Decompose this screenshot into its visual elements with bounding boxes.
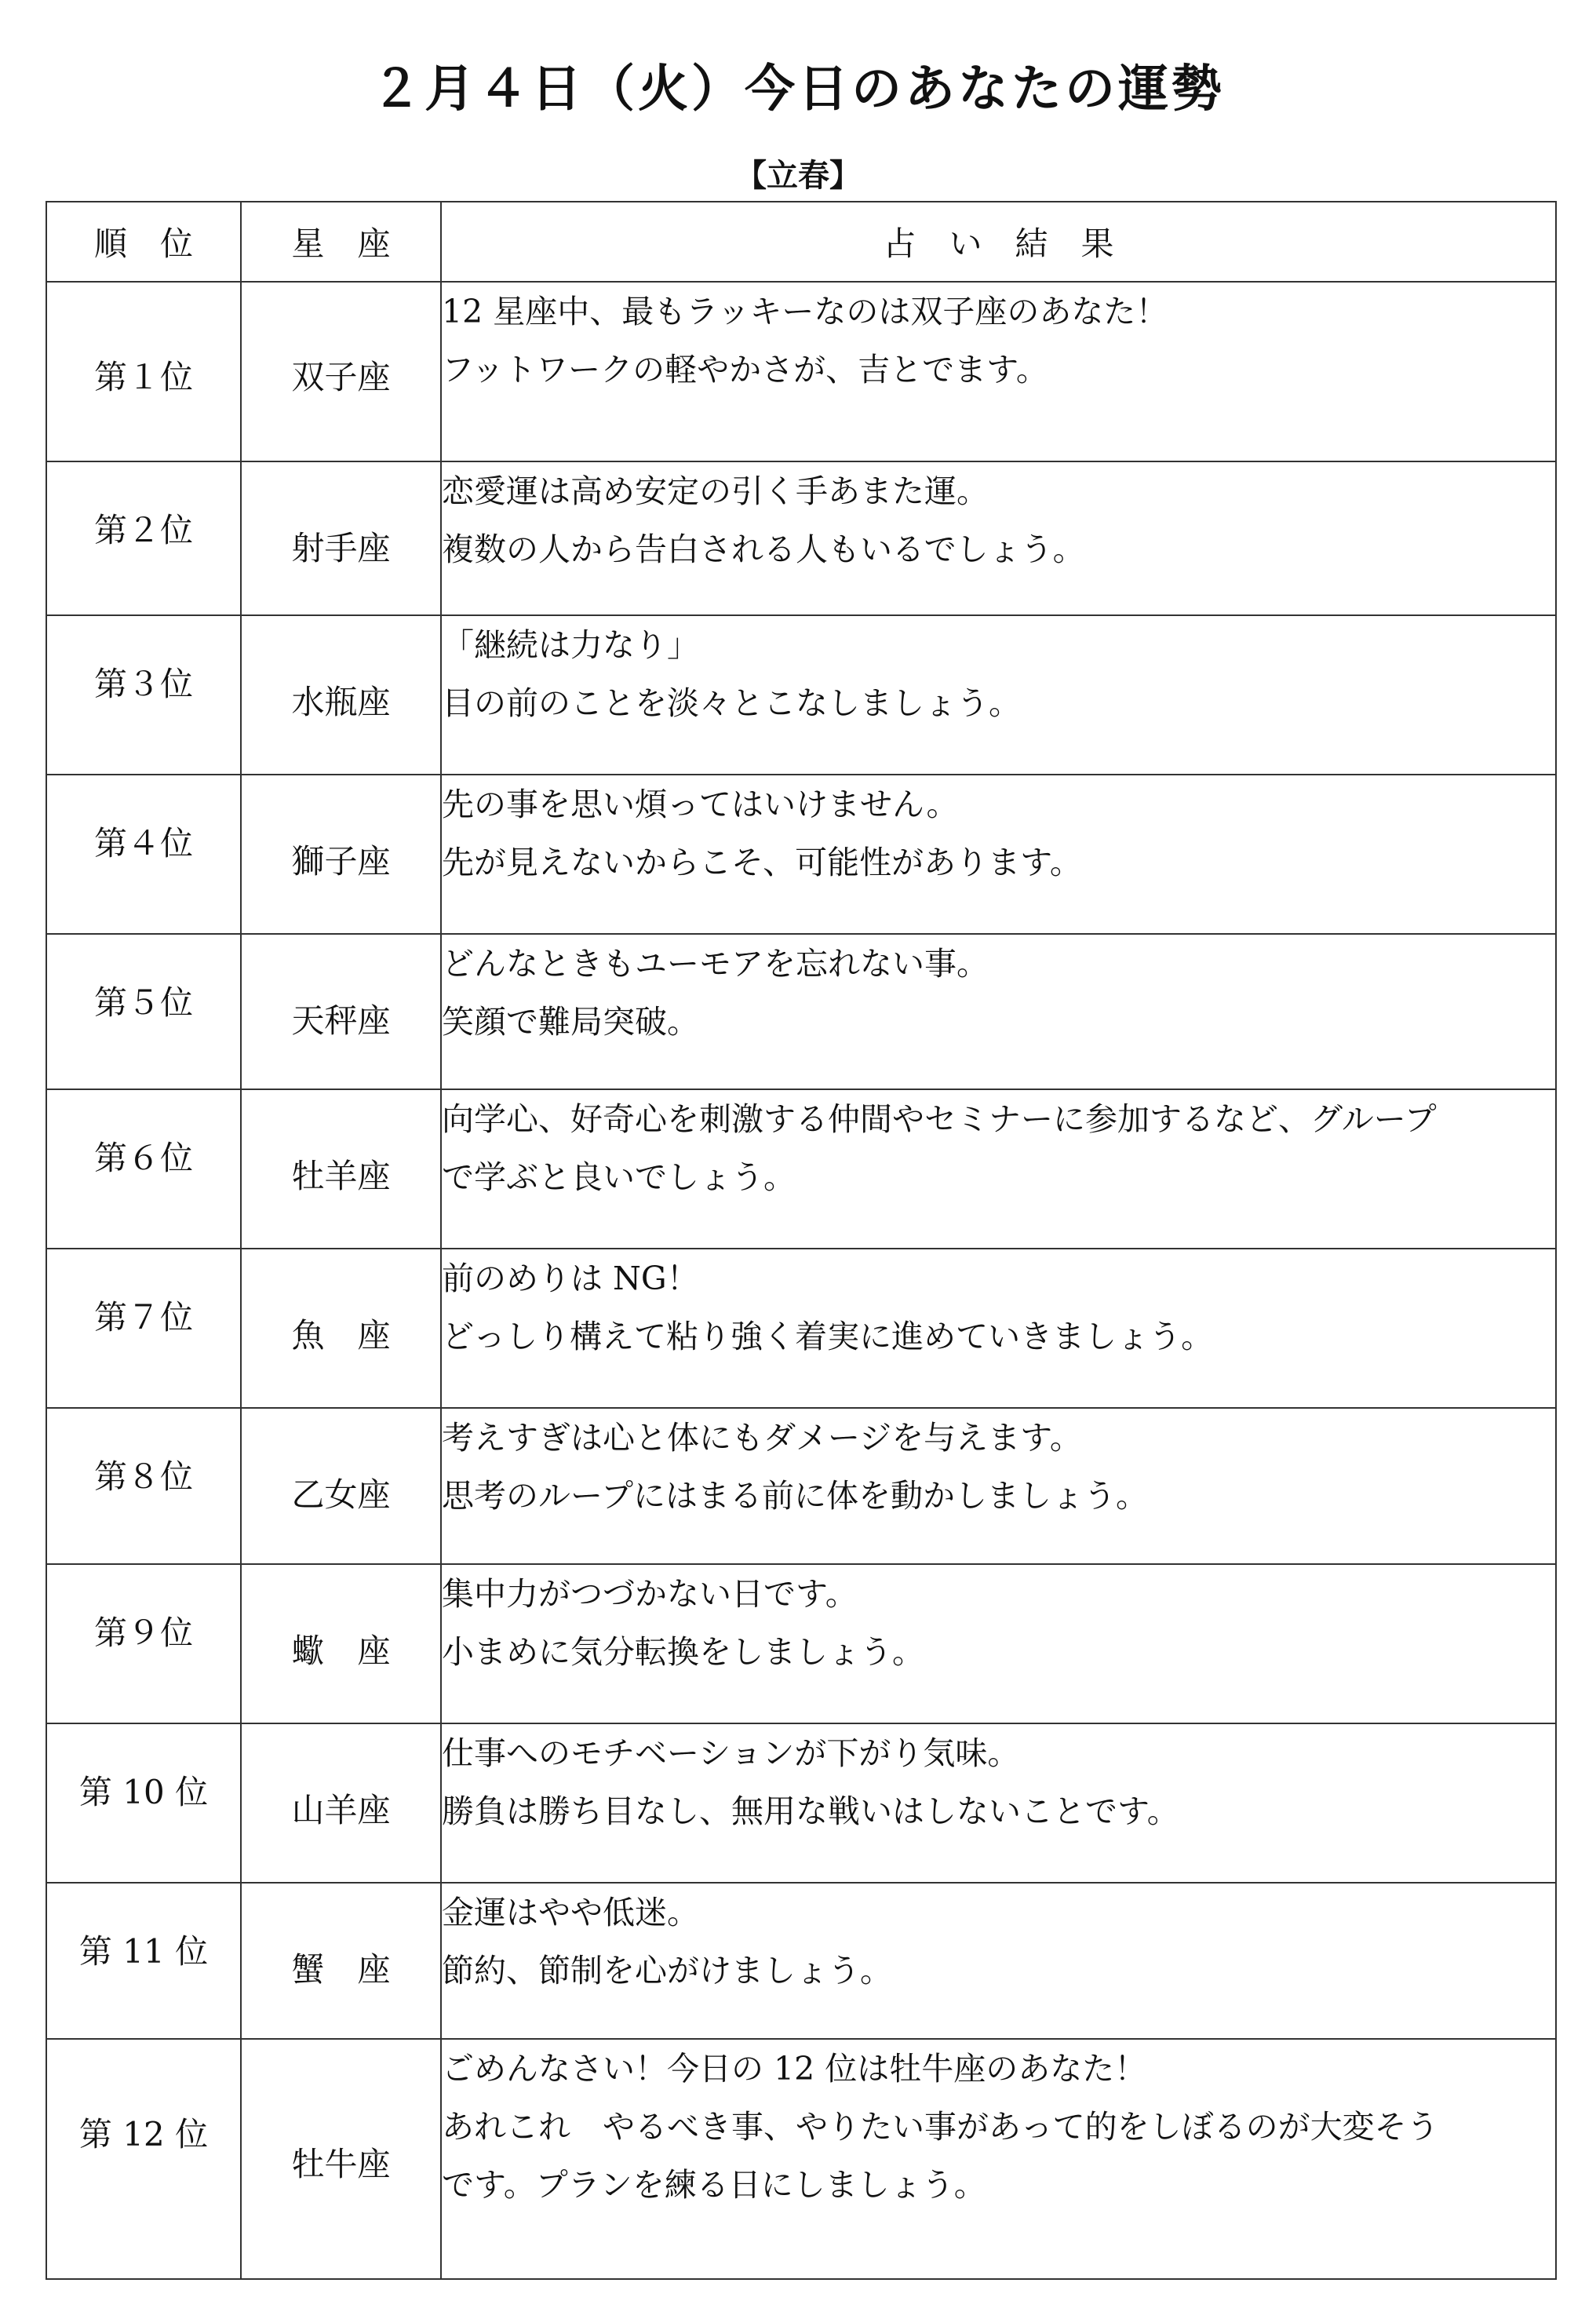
rank-cell <box>46 615 241 775</box>
result-line: 笑顔で難局突破。 <box>442 1003 699 1041</box>
result-line: 集中力がつづかない日です。 <box>442 1575 858 1613</box>
rank-label: 第９位 <box>93 1614 193 1652</box>
rank-label: 第 10 位 <box>78 1773 209 1811</box>
sign-cell <box>241 934 441 1089</box>
result-cell <box>441 615 1556 775</box>
rank-cell <box>46 775 241 934</box>
table-row <box>46 1564 1556 1723</box>
result-line: どっしり構えて粘り強く着実に進めていきましょう。 <box>442 1318 1214 1355</box>
result-cell <box>441 934 1556 1089</box>
sign-cell <box>241 775 441 934</box>
rank-label: 第４位 <box>93 824 193 862</box>
result-line: 複数の人から告白される人もいるでしょう。 <box>442 531 1085 568</box>
rank-label: 第３位 <box>93 665 193 703</box>
sign-label: 射手座 <box>291 529 391 567</box>
sign-cell <box>241 1564 441 1723</box>
result-cell <box>441 461 1556 615</box>
sign-cell <box>241 1249 441 1408</box>
result-line: 恋愛運は高め安定の引く手あまた運。 <box>442 472 989 510</box>
result-line: 小まめに気分転換をしましょう。 <box>442 1633 924 1671</box>
rank-label: 第７位 <box>93 1298 193 1337</box>
rank-label: 第２位 <box>93 511 193 549</box>
result-line: フットワークの軽やかさが、吉とでます。 <box>442 351 1048 388</box>
rank-label: 第５位 <box>93 983 193 1022</box>
rank-cell <box>46 1723 241 1883</box>
rank-cell <box>46 1564 241 1723</box>
result-cell <box>441 282 1556 461</box>
result-line: あれこれ やるべき事、やりたい事があって的をしぼるのが大変そう <box>442 2108 1439 2146</box>
sign-cell <box>241 461 441 615</box>
result-cell <box>441 1564 1556 1723</box>
result-line: 向学心、好奇心を刺激する仲間やセミナーに参加するなど、グループ <box>442 1100 1437 1138</box>
result-cell <box>441 1723 1556 1883</box>
rank-cell <box>46 934 241 1089</box>
column-header-sign: 星 座 <box>241 202 441 282</box>
result-cell <box>441 1249 1556 1408</box>
result-line: 思考のループにはまる前に体を動かしましょう。 <box>442 1477 1148 1515</box>
sign-label: 水瓶座 <box>291 683 391 721</box>
result-line: 勝負は勝ち目なし、無用な戦いはしないことです。 <box>442 1792 1179 1830</box>
sign-label: 魚 座 <box>291 1316 391 1355</box>
rank-label: 第 12 位 <box>78 2115 209 2153</box>
table-row <box>46 282 1556 461</box>
sign-label: 蟹 座 <box>291 1950 391 1989</box>
rank-cell <box>46 1883 241 2039</box>
sign-cell <box>241 615 441 775</box>
table-row <box>46 1089 1556 1249</box>
sign-label: 天秤座 <box>291 1001 391 1040</box>
result-line: 前のめりは NG！ <box>442 1260 699 1297</box>
rank-cell <box>46 1089 241 1249</box>
result-line: で学ぶと良いでしょう。 <box>442 1158 796 1196</box>
sign-cell <box>241 2039 441 2279</box>
result-cell <box>441 1089 1556 1249</box>
result-line: どんなときもユーモアを忘れない事。 <box>442 945 989 983</box>
table-row <box>46 1723 1556 1883</box>
result-cell <box>441 1408 1556 1564</box>
rank-cell <box>46 282 241 461</box>
table-header-row <box>46 202 1556 282</box>
result-line: ごめんなさい！今日の 12 位は牡牛座のあなた！ <box>442 2050 1147 2088</box>
result-line: 仕事へのモチベーションが下がり気味。 <box>442 1734 1020 1772</box>
rank-cell <box>46 461 241 615</box>
sign-label: 乙女座 <box>291 1475 391 1514</box>
result-line: 「継続は力なり」 <box>442 626 699 664</box>
rank-label: 第 11 位 <box>78 1932 209 1971</box>
result-line: です。プランを練る日にしましょう。 <box>442 2166 986 2204</box>
result-line: 12 星座中、最もラッキーなのは双子座のあなた！ <box>442 293 1168 330</box>
rank-cell <box>46 1249 241 1408</box>
result-line: 考えすぎは心と体にもダメージを与えます。 <box>442 1419 1082 1457</box>
column-header-rank: 順 位 <box>46 202 241 282</box>
result-cell <box>441 1883 1556 2039</box>
result-line: 節約、節制を心がけましょう。 <box>442 1952 892 1989</box>
result-cell <box>441 775 1556 934</box>
sign-cell <box>241 282 441 461</box>
table-row <box>46 615 1556 775</box>
table-row <box>46 1883 1556 2039</box>
result-line: 先の事を思い煩ってはいけません。 <box>442 786 959 823</box>
rank-label: 第８位 <box>93 1457 193 1496</box>
sign-cell <box>241 1723 441 1883</box>
sign-cell <box>241 1089 441 1249</box>
result-line: 金運はやや低迷。 <box>442 1894 699 1931</box>
sign-label: 山羊座 <box>291 1791 391 1829</box>
column-header-result: 占 い 結 果 <box>441 202 1556 282</box>
rank-label: 第６位 <box>93 1139 193 1177</box>
table-row <box>46 461 1556 615</box>
rank-label: 第１位 <box>93 358 193 396</box>
sign-cell <box>241 1408 441 1564</box>
result-line: 先が見えないからこそ、可能性があります。 <box>442 844 1082 881</box>
table-row <box>46 775 1556 934</box>
page-subtitle: 【立春】 <box>735 157 861 194</box>
page-title: ２月４日（火）今日のあなたの運勢 <box>371 60 1225 119</box>
table-row <box>46 2039 1556 2279</box>
result-line: 目の前のことを淡々とこなしましょう。 <box>442 684 1021 722</box>
rank-cell <box>46 1408 241 1564</box>
result-cell <box>441 2039 1556 2279</box>
sign-cell <box>241 1883 441 2039</box>
sign-label: 牡牛座 <box>291 2145 391 2183</box>
table-row <box>46 1249 1556 1408</box>
sign-label: 蠍 座 <box>291 1632 391 1670</box>
fortune-table <box>46 201 1557 2280</box>
sign-label: 双子座 <box>291 358 391 396</box>
table-row <box>46 934 1556 1089</box>
sign-label: 牡羊座 <box>291 1157 391 1195</box>
rank-cell <box>46 2039 241 2279</box>
table-row <box>46 1408 1556 1564</box>
sign-label: 獅子座 <box>291 842 391 881</box>
